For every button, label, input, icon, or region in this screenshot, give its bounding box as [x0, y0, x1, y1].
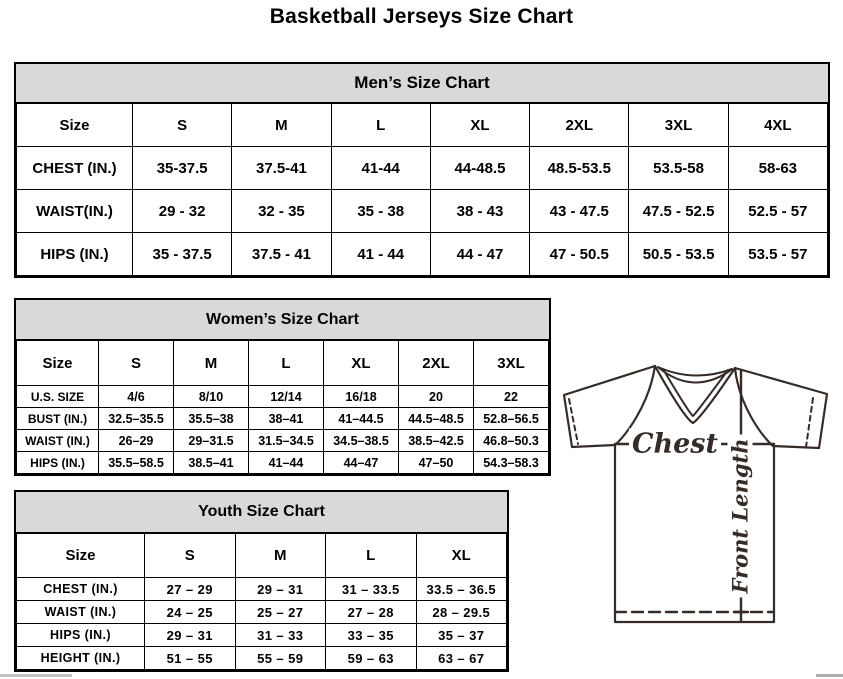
measurement-row-label: WAIST (IN.)	[17, 430, 99, 452]
measurement-row	[17, 578, 507, 601]
measurement-value-cell: 24 – 25	[145, 601, 236, 624]
youth-size-table	[16, 533, 507, 670]
measurement-value-cell: 4/6	[99, 386, 174, 408]
measurement-value-cell: 58-63	[728, 147, 827, 190]
measurement-value-cell: 38.5–42.5	[399, 430, 474, 452]
measurement-value-cell: 47–50	[399, 452, 474, 474]
measurement-value-cell: 29 – 31	[145, 624, 236, 647]
measurement-value-cell: 43 - 47.5	[530, 190, 629, 233]
measurement-value-cell: 47.5 - 52.5	[629, 190, 728, 233]
measurement-value-cell: 47 - 50.5	[530, 233, 629, 276]
horizontal-scrollbar-fragment-right[interactable]	[816, 674, 843, 677]
size-header-m: M	[235, 534, 326, 578]
youth-size-chart	[14, 490, 509, 672]
measurement-value-cell: 54.3–58.3	[474, 452, 549, 474]
measurement-value-cell: 32 - 35	[232, 190, 331, 233]
measurement-value-cell: 53.5 - 57	[728, 233, 827, 276]
measurement-row-label: BUST (IN.)	[17, 408, 99, 430]
measurement-value-cell: 35 - 38	[331, 190, 430, 233]
page-title: Basketball Jerseys Size Chart	[269, 5, 574, 28]
measurement-value-cell: 35 – 37	[416, 624, 507, 647]
measurement-value-cell: 27 – 29	[145, 578, 236, 601]
measurement-value-cell: 8/10	[174, 386, 249, 408]
measurement-value-cell: 32.5–35.5	[99, 408, 174, 430]
measurement-value-cell: 33.5 – 36.5	[416, 578, 507, 601]
measurement-row	[17, 430, 549, 452]
size-header-l: L	[249, 341, 324, 386]
measurement-value-cell: 44.5–48.5	[399, 408, 474, 430]
measurement-row-label: CHEST (IN.)	[17, 147, 133, 190]
measurement-value-cell: 27 – 28	[326, 601, 417, 624]
measurement-value-cell: 52.5 - 57	[728, 190, 827, 233]
measurement-value-cell: 53.5-58	[629, 147, 728, 190]
measurement-value-cell: 41-44	[331, 147, 430, 190]
measurement-value-cell: 12/14	[249, 386, 324, 408]
womens-size-table	[16, 340, 549, 474]
measurement-row-label: WAIST (IN.)	[17, 601, 145, 624]
measurement-row-label: U.S. SIZE	[17, 386, 99, 408]
measurement-value-cell: 22	[474, 386, 549, 408]
size-header-3xl: 3XL	[474, 341, 549, 386]
size-header-xl: XL	[324, 341, 399, 386]
chest-measurement-label: Chest	[629, 429, 721, 460]
measurement-value-cell: 16/18	[324, 386, 399, 408]
measurement-value-cell: 33 – 35	[326, 624, 417, 647]
size-header-xl: XL	[430, 104, 529, 147]
measurement-row	[17, 647, 507, 670]
mens-chart-title: Men’s Size Chart	[16, 64, 828, 103]
mens-size-chart	[14, 62, 830, 278]
measurement-row	[17, 601, 507, 624]
size-header-s: S	[99, 341, 174, 386]
measurement-value-cell: 20	[399, 386, 474, 408]
measurement-value-cell: 59 – 63	[326, 647, 417, 670]
size-header-2xl: 2XL	[399, 341, 474, 386]
size-header-row	[17, 341, 549, 386]
measurement-value-cell: 29 – 31	[235, 578, 326, 601]
measurement-row	[17, 147, 828, 190]
measurement-value-cell: 44-48.5	[430, 147, 529, 190]
size-header-xl: XL	[416, 534, 507, 578]
jersey-outline-icon	[556, 360, 841, 628]
measurement-value-cell: 28 – 29.5	[416, 601, 507, 624]
measurement-value-cell: 37.5-41	[232, 147, 331, 190]
measurement-row-label: WAIST(IN.)	[17, 190, 133, 233]
measurement-value-cell: 38 - 43	[430, 190, 529, 233]
size-column-label: Size	[17, 104, 133, 147]
size-header-3xl: 3XL	[629, 104, 728, 147]
size-header-m: M	[174, 341, 249, 386]
measurement-value-cell: 29 - 32	[133, 190, 232, 233]
measurement-value-cell: 41–44.5	[324, 408, 399, 430]
measurement-row	[17, 386, 549, 408]
size-header-row	[17, 534, 507, 578]
measurement-value-cell: 63 – 67	[416, 647, 507, 670]
measurement-row-label: HIPS (IN.)	[17, 624, 145, 647]
size-column-label: Size	[17, 534, 145, 578]
measurement-value-cell: 25 – 27	[235, 601, 326, 624]
measurement-row-label: HEIGHT (IN.)	[17, 647, 145, 670]
mens-size-table	[16, 103, 828, 276]
size-header-2xl: 2XL	[530, 104, 629, 147]
measurement-value-cell: 38.5–41	[174, 452, 249, 474]
measurement-value-cell: 35.5–38	[174, 408, 249, 430]
measurement-row	[17, 408, 549, 430]
measurement-row	[17, 624, 507, 647]
size-header-4xl: 4XL	[728, 104, 827, 147]
jersey-measurement-diagram	[556, 360, 841, 628]
measurement-value-cell: 55 – 59	[235, 647, 326, 670]
measurement-value-cell: 51 – 55	[145, 647, 236, 670]
measurement-row-label: HIPS (IN.)	[17, 452, 99, 474]
measurement-value-cell: 38–41	[249, 408, 324, 430]
measurement-row	[17, 190, 828, 233]
womens-chart-title: Women’s Size Chart	[16, 300, 549, 340]
size-column-label: Size	[17, 341, 99, 386]
measurement-value-cell: 26–29	[99, 430, 174, 452]
measurement-value-cell: 31 – 33.5	[326, 578, 417, 601]
size-header-l: L	[326, 534, 417, 578]
size-header-m: M	[232, 104, 331, 147]
measurement-value-cell: 41–44	[249, 452, 324, 474]
size-header-row	[17, 104, 828, 147]
measurement-value-cell: 41 - 44	[331, 233, 430, 276]
measurement-value-cell: 50.5 - 53.5	[629, 233, 728, 276]
womens-size-chart	[14, 298, 551, 476]
youth-chart-title: Youth Size Chart	[16, 492, 507, 533]
measurement-value-cell: 37.5 - 41	[232, 233, 331, 276]
measurement-value-cell: 31 – 33	[235, 624, 326, 647]
measurement-row	[17, 233, 828, 276]
measurement-value-cell: 35 - 37.5	[133, 233, 232, 276]
measurement-value-cell: 35.5–58.5	[99, 452, 174, 474]
measurement-value-cell: 31.5–34.5	[249, 430, 324, 452]
size-header-s: S	[133, 104, 232, 147]
horizontal-scrollbar-fragment-left[interactable]	[0, 674, 72, 677]
measurement-value-cell: 35-37.5	[133, 147, 232, 190]
measurement-value-cell: 44–47	[324, 452, 399, 474]
measurement-row-label: HIPS (IN.)	[17, 233, 133, 276]
measurement-value-cell: 52.8–56.5	[474, 408, 549, 430]
measurement-value-cell: 29–31.5	[174, 430, 249, 452]
size-header-l: L	[331, 104, 430, 147]
size-header-s: S	[145, 534, 236, 578]
measurement-value-cell: 44 - 47	[430, 233, 529, 276]
measurement-row	[17, 452, 549, 474]
measurement-value-cell: 34.5–38.5	[324, 430, 399, 452]
front-length-measurement-label: Front Length	[728, 435, 753, 598]
measurement-value-cell: 46.8–50.3	[474, 430, 549, 452]
measurement-value-cell: 48.5-53.5	[530, 147, 629, 190]
measurement-row-label: CHEST (IN.)	[17, 578, 145, 601]
